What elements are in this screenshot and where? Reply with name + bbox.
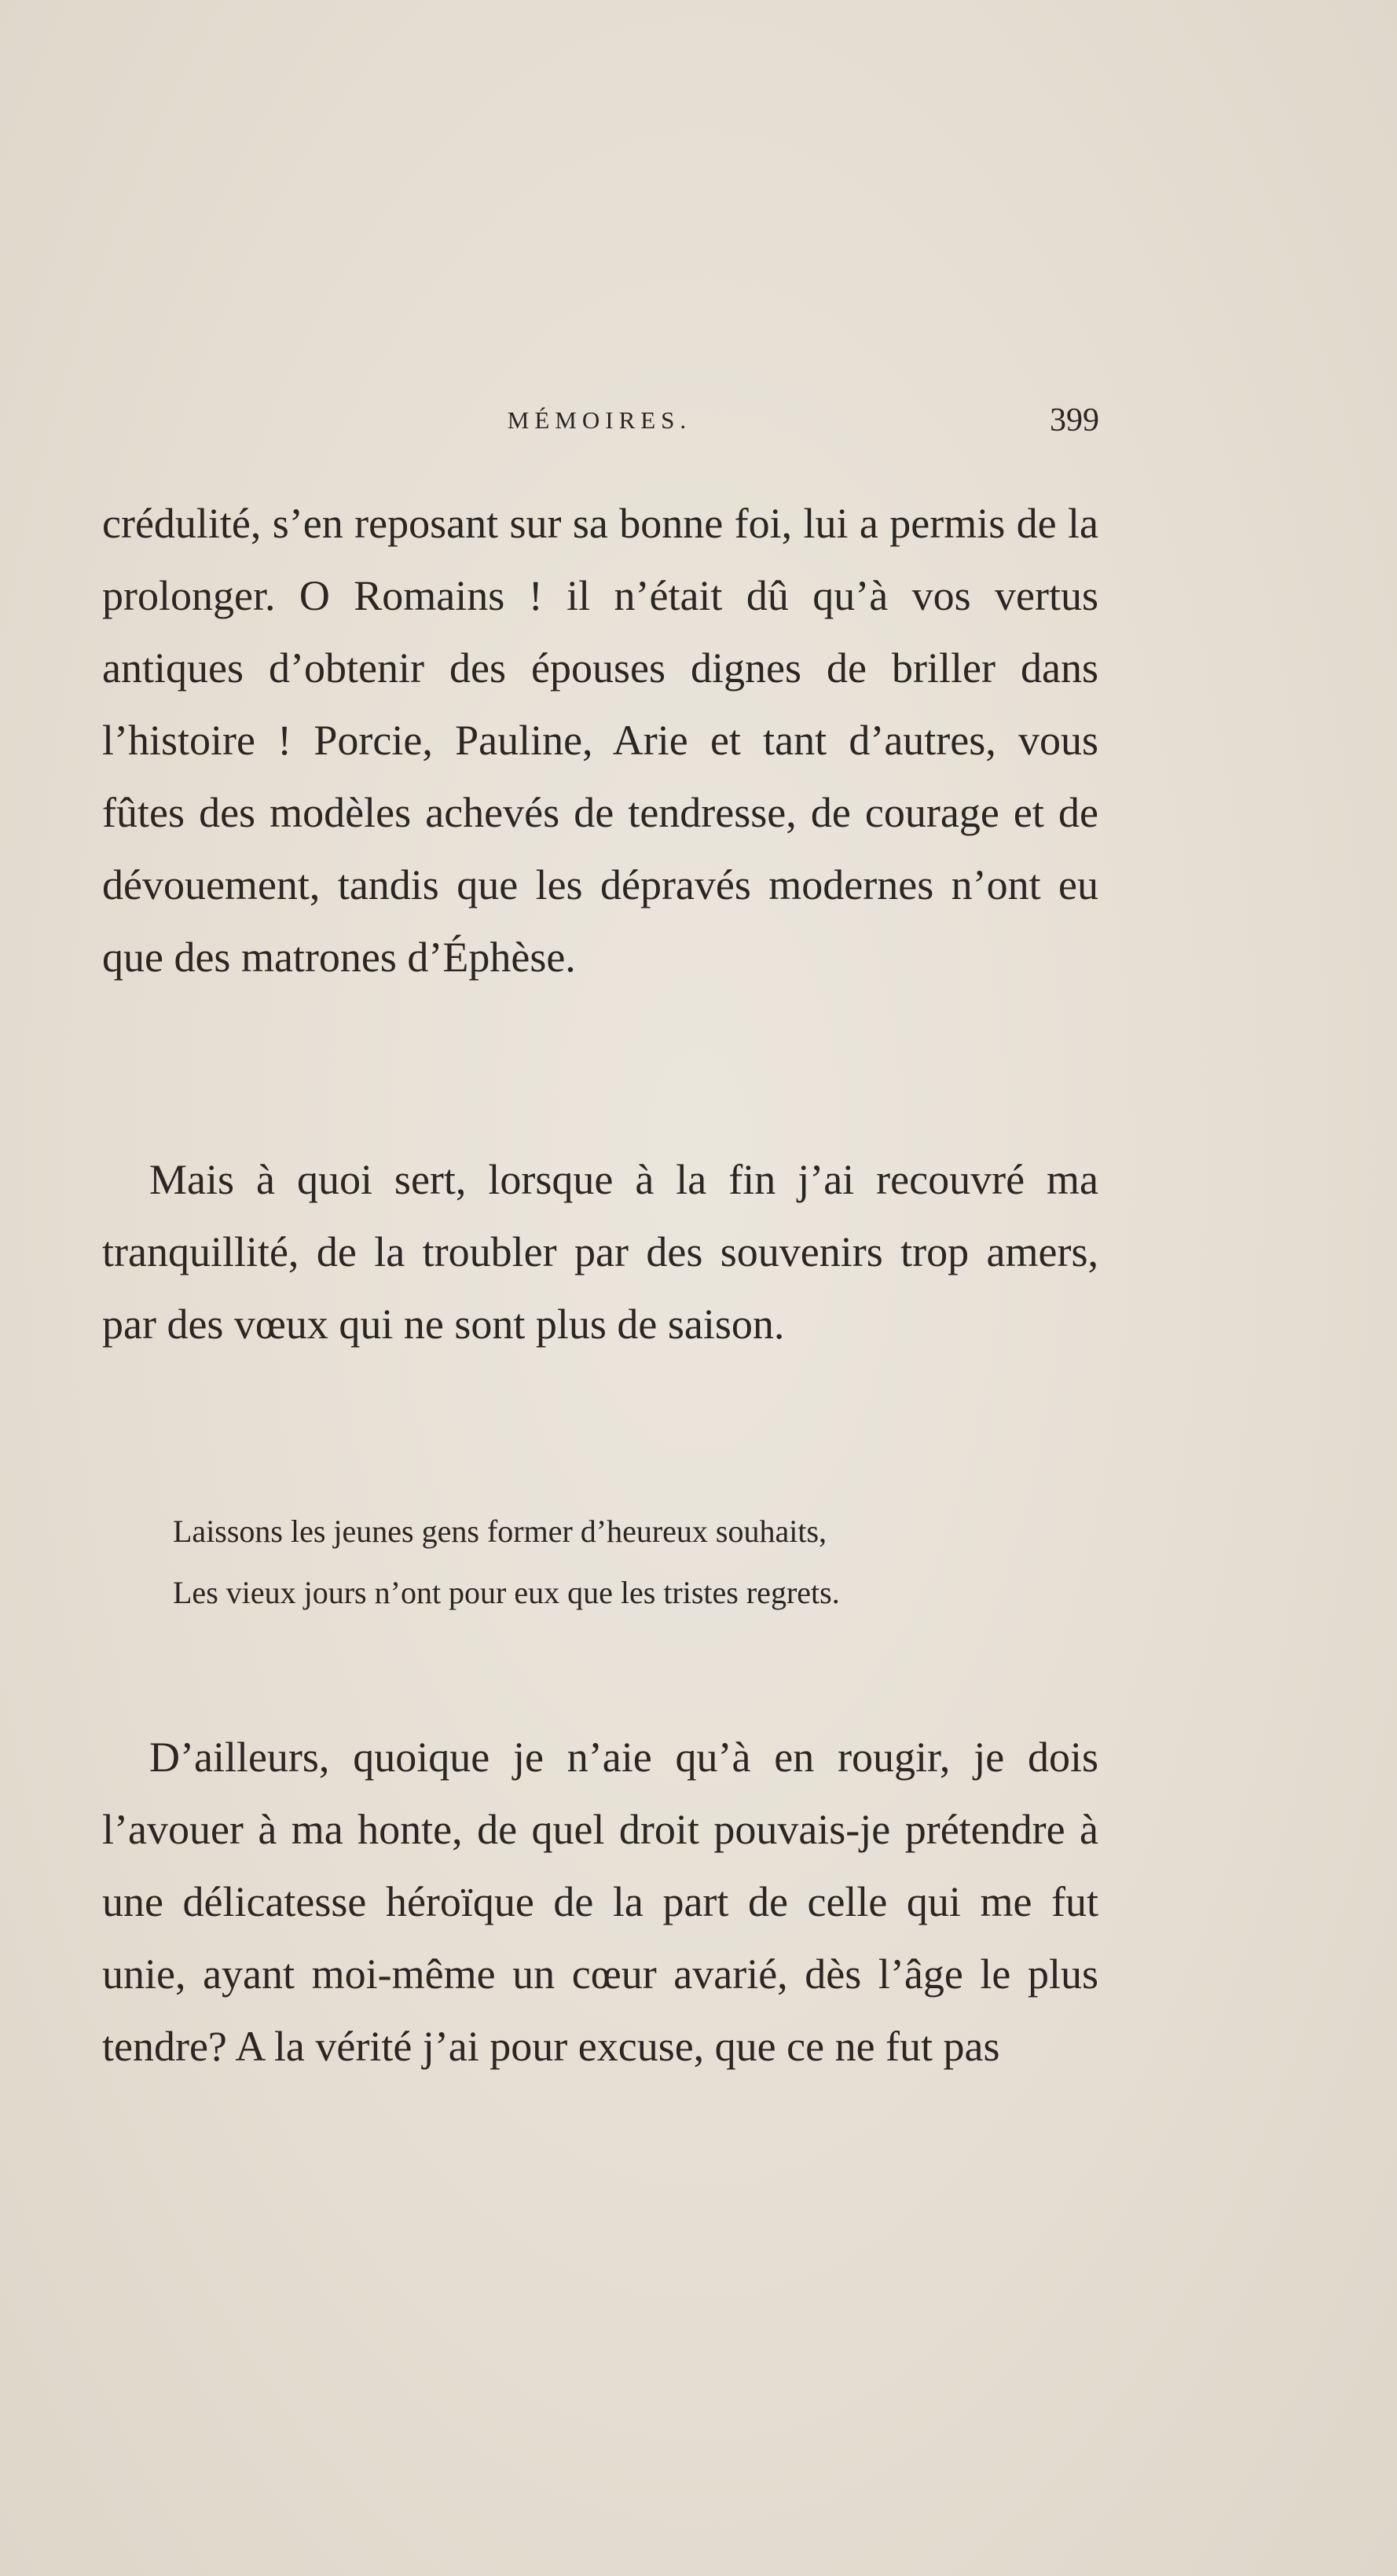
- running-title: MÉMOIRES.: [507, 406, 692, 434]
- paragraph-3: [102, 1721, 1098, 2082]
- verse-line-2: Les vieux jours n’ont pour eux que les tristes regrets.: [173, 1575, 840, 1610]
- page-number: 399: [1050, 402, 1099, 439]
- paragraph-2: [102, 1143, 1098, 1360]
- paragraph-1-text: crédulité, s’en reposant sur sa bonne foi, lui a permis de la prolonger. O Romains ! il n’était dû qu’à vos vertus antiques d’obtenir des épouses dignes de briller dans l’histoire ! Porcie, Pauline, Arie et tant d’autres, vous fûtes des modèles achevés de tendresse, de courage et de dévouement, tandis que les dépravés modernes n’ont eu que des matrones d’Éphèse.: [102, 500, 1098, 981]
- paragraph-continued: [102, 487, 1098, 993]
- running-head: [100, 397, 1099, 444]
- verse-line-1: Laissons les jeunes gens former d’heureux souhaits,: [173, 1514, 827, 1549]
- paragraph-3-text: D’ailleurs, quoique je n’aie qu’à en rougir, je dois l’avouer à ma honte, de quel droit pouvais-je prétendre à une délicatesse héroïque de la part de celle qui me fut unie, ayant moi-même un cœur avarié, dès l’âge le plus tendre? A la vérité j’ai pour excuse, que ce ne fut pas: [102, 1734, 1098, 2070]
- verse-quotation: [173, 1501, 1100, 1624]
- paragraph-2-text: Mais à quoi sert, lorsque à la fin j’ai recouvré ma tranquillité, de la troubler par des souvenirs trop amers, par des vœux qui ne sont plus de saison.: [102, 1156, 1098, 1348]
